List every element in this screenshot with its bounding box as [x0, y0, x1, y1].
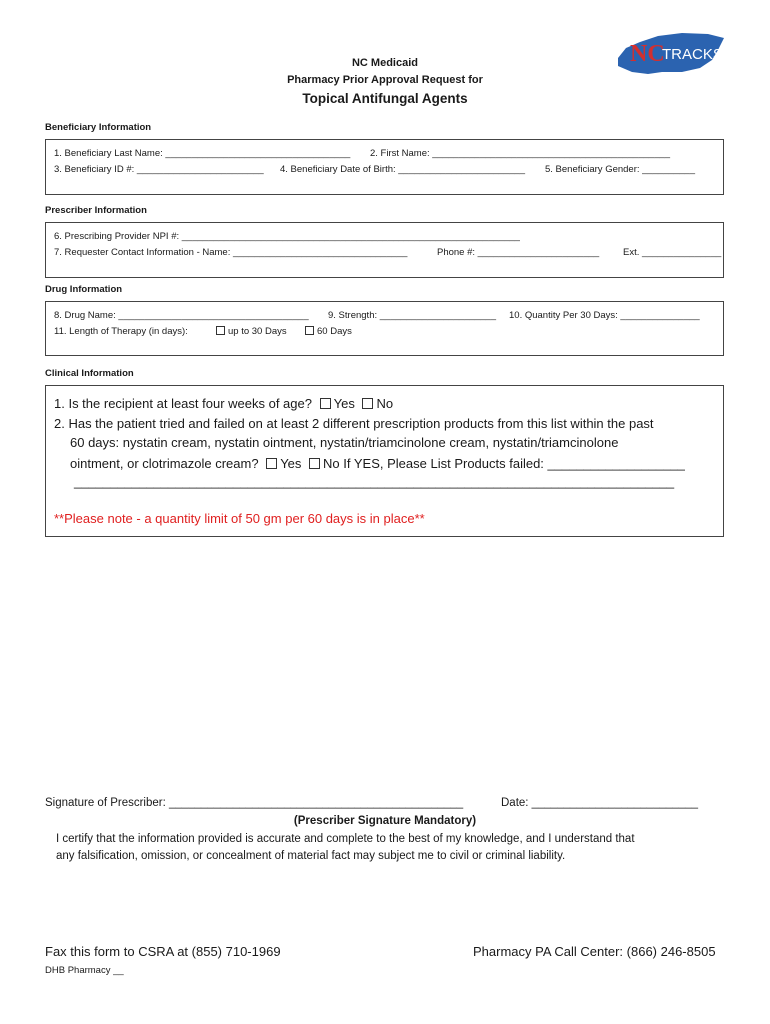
signature-date-field[interactable]: Date: __________________________: [501, 797, 698, 809]
signature-mandatory-note: (Prescriber Signature Mandatory): [293, 815, 477, 827]
option-up-to-30-days[interactable]: up to 30 Days: [216, 326, 287, 337]
requester-name-field[interactable]: 7. Requester Contact Information - Name: _________________________________: [54, 247, 408, 258]
age-no-checkbox[interactable]: [362, 398, 373, 409]
length-of-therapy-label: 11. Length of Therapy (in days):: [54, 326, 188, 337]
tried-no-checkbox[interactable]: [309, 458, 320, 469]
age-yes-checkbox[interactable]: [320, 398, 331, 409]
call-center-number: Pharmacy PA Call Center: (866) 246-8505: [473, 944, 716, 959]
products-failed-continued-field[interactable]: ___________________________________________________________________________________: [74, 474, 675, 489]
requester-phone-field[interactable]: Phone #: _______________________: [437, 247, 600, 258]
beneficiary-heading: Beneficiary Information: [45, 122, 152, 133]
beneficiary-last-name-field[interactable]: 1. Beneficiary Last Name: ___________________________________: [54, 148, 351, 159]
svg-text:NC: NC: [630, 41, 665, 67]
requester-ext-field[interactable]: Ext. _______________: [623, 247, 722, 258]
prescriber-heading: Prescriber Information: [45, 205, 147, 216]
drug-strength-field[interactable]: 9. Strength: ______________________: [328, 310, 496, 321]
beneficiary-id-field[interactable]: 3. Beneficiary ID #: ________________________: [54, 164, 264, 175]
question-tried-failed-line2: 60 days: nystatin cream, nystatin ointment, nystatin/triamcinolone cream, nystatin/triamcinolone: [70, 435, 619, 450]
drug-heading: Drug Information: [45, 284, 123, 295]
prescriber-npi-field[interactable]: 6. Prescribing Provider NPI #: ________________________________________________________________: [54, 231, 520, 242]
beneficiary-dob-field[interactable]: 4. Beneficiary Date of Birth: ________________________: [280, 164, 526, 175]
beneficiary-first-name-field[interactable]: 2. First Name: _____________________________________________: [370, 148, 671, 159]
tried-yes-checkbox[interactable]: [266, 458, 277, 469]
nc-map-icon: [612, 28, 728, 78]
clinical-box: [45, 385, 724, 537]
question-age: 1. Is the recipient at least four weeks of age? Yes No: [54, 396, 394, 411]
beneficiary-box: [45, 139, 724, 195]
option-60-days[interactable]: 60 Days: [305, 326, 352, 337]
form-agency: NC Medicaid: [351, 57, 418, 69]
clinical-heading: Clinical Information: [45, 368, 134, 379]
drug-box: [45, 301, 724, 356]
prescriber-signature-field[interactable]: Signature of Prescriber: ______________________________________________: [45, 797, 464, 809]
prescriber-box: [45, 222, 724, 278]
form-title: Topical Antifungal Agents: [302, 91, 468, 106]
svg-text:TRACKS: TRACKS: [662, 46, 723, 63]
fax-number: Fax this form to CSRA at (855) 710-1969: [45, 944, 281, 959]
nctracks-logo: [612, 28, 728, 78]
drug-name-field[interactable]: 8. Drug Name: ____________________________________: [54, 310, 309, 321]
checkbox-icon[interactable]: [216, 326, 225, 335]
certification-line2: any falsification, omission, or concealment of material fact may subject me to civil or criminal liability.: [56, 850, 566, 862]
quantity-limit-note: **Please note - a quantity limit of 50 gm per 60 days is in place**: [54, 511, 425, 526]
form-subtitle: Pharmacy Prior Approval Request for: [287, 74, 483, 86]
products-failed-field[interactable]: No If YES, Please List Products failed: ___________________: [323, 456, 685, 471]
certification-line1: I certify that the information provided is accurate and complete to the best of my knowledge, and I understand that: [56, 833, 635, 845]
dhb-pharmacy-label: DHB Pharmacy __: [45, 965, 124, 976]
checkbox-icon[interactable]: [305, 326, 314, 335]
question-tried-failed-line1: 2. Has the patient tried and failed on at least 2 different prescription products from this list within the past: [54, 416, 654, 431]
question-tried-failed-line3: ointment, or clotrimazole cream? Yes No If YES, Please List Products failed: ___________________: [70, 456, 685, 471]
beneficiary-gender-field[interactable]: 5. Beneficiary Gender: __________: [545, 164, 695, 175]
quantity-per-30-days-field[interactable]: 10. Quantity Per 30 Days: _______________: [509, 310, 700, 321]
